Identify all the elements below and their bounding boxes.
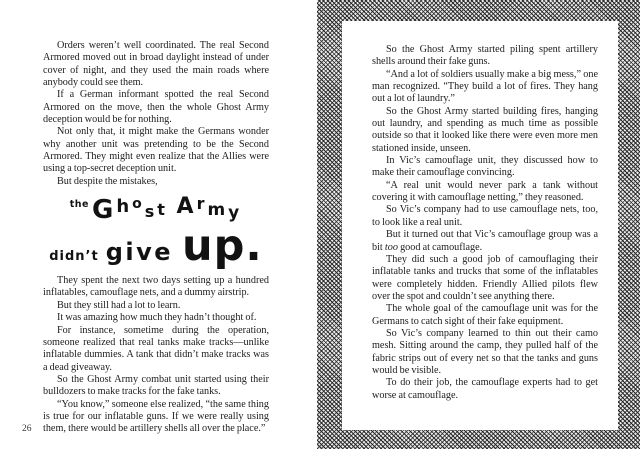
- page-number: 26: [22, 424, 32, 434]
- italic-word: too: [384, 241, 398, 253]
- headline-word-the: the: [69, 199, 89, 211]
- headline-line-1: [43, 194, 269, 226]
- body-paragraph: So Vic’s company learned to thin out their camo mesh. Sitting around the camp, they pulled half of the fabric strips out of every net so that the tanks and guns would be visible.: [372, 327, 598, 376]
- body-paragraph-with-italic: [372, 229, 598, 254]
- paragraph-segment: good at camouflage.: [397, 241, 483, 253]
- ghost-army-headline: [43, 194, 269, 272]
- headline-word-ghost-army: Ghost Army: [91, 194, 243, 226]
- body-paragraph: In Vic’s camouflage unit, they discussed how to make their camouflage convincing.: [372, 155, 598, 179]
- body-paragraph: “And a lot of soldiers usually make a big mess,” one man recognized. “They build a lot of fires. They hang out a lot of laundry.”: [372, 68, 598, 105]
- body-paragraph: “You know,” someone else realized, “the same thing is true for our inflatable guns. If we were really using them, there would be artillery shells all over the place.”: [43, 398, 269, 435]
- body-paragraph: So the Ghost Army started piling spent artillery shells around their fake guns.: [372, 44, 598, 68]
- body-paragraph: But they still had a lot to learn.: [57, 299, 181, 311]
- body-paragraph: It was amazing how much they hadn’t thought of.: [57, 312, 257, 324]
- right-page-text-column: [372, 44, 598, 402]
- right-page: [317, 0, 640, 449]
- right-page-text-panel: [342, 21, 618, 430]
- headline-word-give: give: [105, 238, 174, 267]
- body-paragraph: They spent the next two days setting up a hundred inflatables, camouflage nets, and a dummy airstrip.: [43, 275, 269, 299]
- body-paragraph: Orders weren’t well coordinated. The real Second Armored moved out in broad daylight instead of under cover of night, and they used the main roads where anybody could see them.: [43, 40, 269, 89]
- body-paragraph: To do their job, the camouflage experts had to get worse at camouflage.: [372, 377, 598, 401]
- body-paragraph: They did such a good job of camouflaging their inflatable tanks and trucks that some of the inflatables were completely hidden. Friendly Allied pilots flew over the spot and couldn’t see anything there.: [372, 253, 598, 302]
- headline-word-didnt: didn’t: [49, 249, 99, 265]
- left-page: [0, 0, 307, 449]
- body-paragraph: So the Ghost Army started building fires, hanging out laundry, and spending as much time as possible outside so that it looked like there were even more men stationed inside, unseen.: [372, 105, 598, 154]
- body-paragraph: So Vic’s company had to use camouflage nets, too, to look like a real unit.: [372, 204, 598, 228]
- headline-word-up: up.: [182, 221, 263, 272]
- body-paragraph: For instance, sometime during the operation, someone realized that real tanks make tracks—unlike inflatable dummies. A tank that didn’t make tracks was a dead giveaway.: [43, 324, 269, 373]
- paragraph-segment: But it turned out that Vic’s camouflage group was a bit: [372, 229, 598, 253]
- body-paragraph: “A real unit would never park a tank without covering it with camouflage netting,” they reasoned.: [372, 179, 598, 204]
- headline-line-2: [43, 221, 269, 272]
- body-paragraph: Not only that, it might make the Germans wonder why another unit was pretending to be the Second Armored. They might even realize that the Allies were using a top-secret deception unit.: [43, 126, 269, 175]
- body-paragraph: If a German informant spotted the real Second Armored on the move, then the whole Ghost Army deception would be for nothing.: [43, 89, 269, 126]
- body-paragraph: But despite the mistakes,: [57, 175, 158, 187]
- body-paragraph: The whole goal of the camouflage unit was for the Germans to catch sight of their fake equipment.: [372, 303, 598, 327]
- left-page-text-column: [43, 40, 269, 436]
- body-paragraph: So the Ghost Army combat unit started using their bulldozers to make tracks for the fake tanks.: [43, 373, 269, 398]
